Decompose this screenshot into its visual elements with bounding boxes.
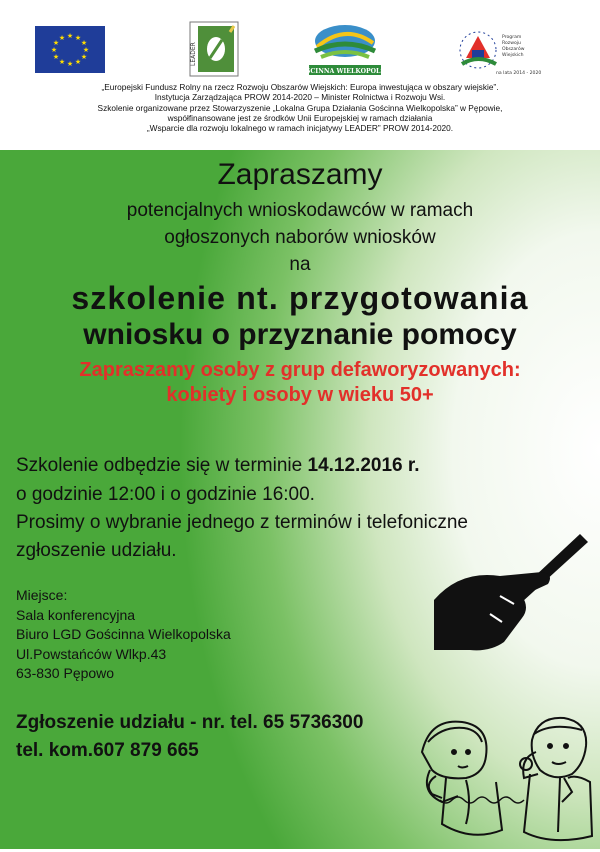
hand-pen-icon — [430, 530, 590, 655]
prow-text-4: Wiejskich — [502, 53, 524, 58]
invite-line-1: potencjalnych wnioskodawców w ramach — [126, 200, 474, 221]
prow-years: na lata 2014 - 2020 — [496, 71, 542, 76]
header-line: „Europejski Fundusz Rolny na rzecz Rozwoju Obszarów Wiejskich: Europa inwestująca w obszary wiejskie”. — [101, 82, 499, 92]
schedule-line-2: o godzinie 12:00 i o godzinie 16:00. — [16, 484, 315, 505]
place-line: 63-830 Pępowo — [16, 665, 115, 681]
svg-text:★: ★ — [50, 46, 58, 54]
svg-text:★: ★ — [80, 53, 88, 61]
invite-title: Zapraszamy — [217, 158, 383, 191]
svg-text:★: ★ — [82, 46, 90, 54]
prow-text-1: Program — [502, 35, 522, 40]
svg-text:★: ★ — [66, 32, 74, 40]
logo-bar — [0, 18, 600, 80]
prow-logo-icon — [456, 24, 548, 79]
headline-1: szkolenie nt. przygotowania — [71, 280, 529, 316]
schedule-line-1 — [16, 455, 420, 477]
place-label: Miejsce: — [16, 587, 68, 603]
prow-text-2: Rozwoju — [502, 41, 521, 46]
contact-phone: Zgłoszenie udziału - nr. tel. 65 5736300 — [16, 712, 364, 733]
prow-text-3: Obszarów — [502, 47, 525, 52]
svg-text:★: ★ — [52, 39, 60, 47]
phone-people-icon — [412, 712, 597, 847]
leader-text: LEADER — [190, 42, 197, 66]
svg-text:★: ★ — [52, 53, 60, 61]
schedule-line-3: Prosimy o wybranie jednego z terminów i telefoniczne — [16, 512, 468, 533]
invite-line-3: na — [289, 254, 311, 275]
contact-mobile: tel. kom.607 879 665 — [16, 740, 199, 761]
header-line: współfinansowane jest ze środków Unii Europejskiej w ramach działania — [167, 112, 433, 123]
svg-text:★: ★ — [74, 34, 82, 42]
svg-text:★: ★ — [66, 60, 74, 68]
svg-text:★: ★ — [80, 39, 88, 47]
place-block — [16, 586, 231, 684]
headline-2: wniosku o przyznanie pomocy — [83, 318, 517, 351]
svg-text:★: ★ — [58, 34, 66, 42]
header-info — [0, 82, 600, 133]
target-group-2: kobiety i osoby w wieku 50+ — [166, 384, 434, 406]
schedule-date: 14.12.2016 r. — [307, 455, 420, 476]
goscinna-logo-icon — [295, 21, 395, 79]
svg-text:★: ★ — [58, 58, 66, 66]
header — [0, 0, 600, 150]
target-group-1: Zapraszamy osoby z grup defaworyzowanych: — [79, 359, 521, 381]
schedule-prefix: Szkolenie odbędzie się w terminie — [16, 455, 308, 476]
place-line: Ul.Powstańców Wlkp.43 — [16, 645, 167, 662]
svg-text:★: ★ — [74, 58, 82, 66]
place-line: Biuro LGD Gościnna Wielkopolska — [16, 626, 231, 642]
goscinna-text: GOŚCINNA WIELKOPOLSKA — [295, 68, 395, 75]
header-line: Szkolenie organizowane przez Stowarzyszenie „Lokalna Grupa Działania Gościnna Wielkopolska” w Pępowie, — [97, 102, 503, 113]
schedule-line-4: zgłoszenie udziału. — [16, 540, 177, 561]
header-line: Instytucja Zarządzająca PROW 2014-2020 – Minister Rolnictwa i Rozwoju Wsi. — [154, 92, 446, 103]
place-line: Sala konferencyjna — [16, 606, 136, 623]
eu-flag-icon — [35, 26, 105, 73]
header-line: „Wsparcie dla rozwoju lokalnego w ramach inicjatywy LEADER” PROW 2014-2020. — [146, 123, 454, 134]
leader-logo-icon — [190, 22, 238, 76]
invite-line-2: ogłoszonych naborów wniosków — [164, 227, 436, 248]
